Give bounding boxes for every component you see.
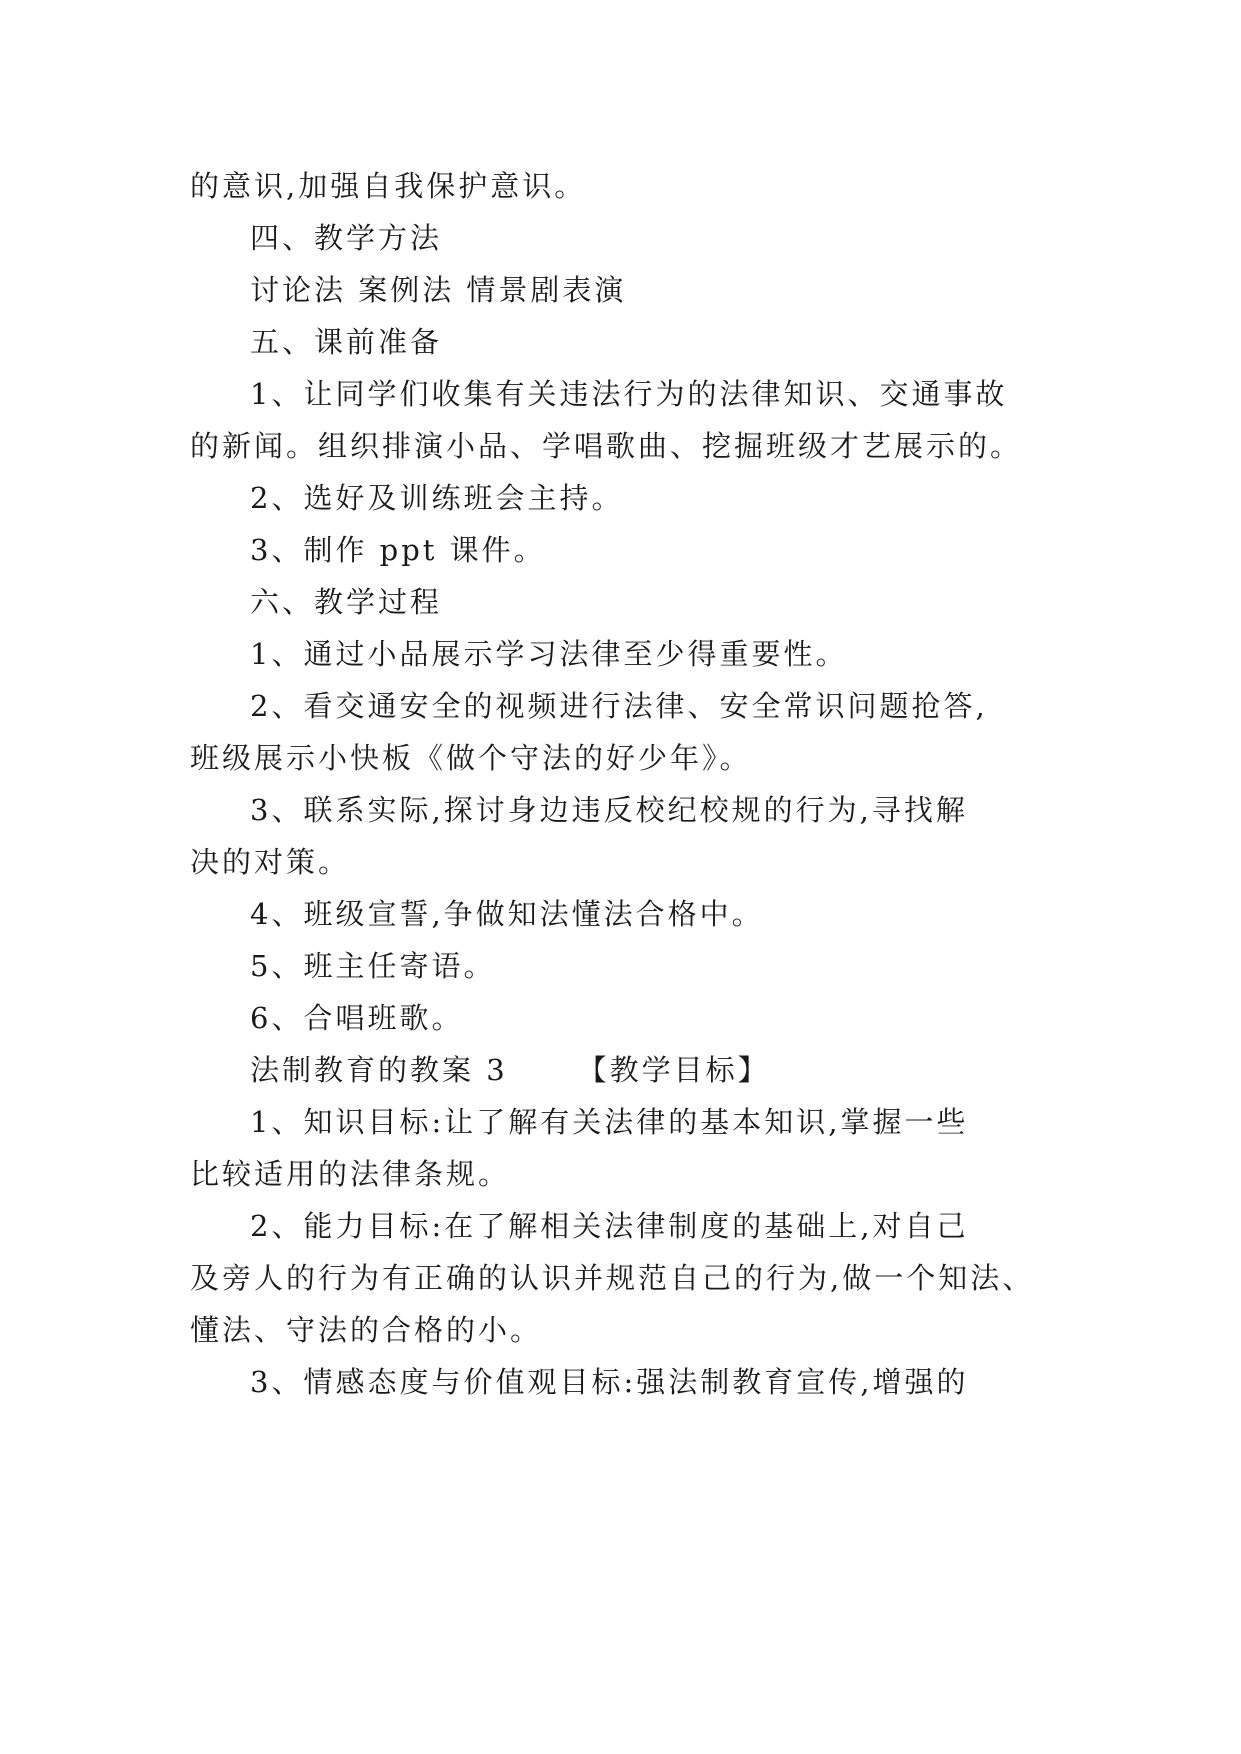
paragraph-line: 比较适用的法律条规。 <box>190 1157 511 1191</box>
paragraph-line: 班级展示小快板《做个守法的好少年》。 <box>190 741 752 775</box>
paragraph-line: 的意识,加强自我保护意识。 <box>190 169 587 203</box>
paragraph-line: 的新闻。组织排演小品、学唱歌曲、挖掘班级才艺展示的。 <box>190 429 1023 463</box>
paragraph-line: 懂法、守法的合格的小。 <box>190 1313 543 1347</box>
section-heading: 四、教学方法 <box>250 221 443 255</box>
paragraph-line: 1、让同学们收集有关违法行为的法律知识、交通事故 <box>250 377 1008 411</box>
paragraph-line: 1、通过小品展示学习法律至少得重要性。 <box>250 637 848 671</box>
section-heading: 五、课前准备 <box>250 325 443 359</box>
paragraph-line: 1、知识目标:让了解有关法律的基本知识,掌握一些 <box>250 1105 969 1139</box>
paragraph-line: 3、情感态度与价值观目标:强法制教育宣传,增强的 <box>250 1365 969 1399</box>
paragraph-line: 2、选好及训练班会主持。 <box>250 481 624 515</box>
paragraph-line: 3、制作 ppt 课件。 <box>250 533 546 567</box>
paragraph-line: 及旁人的行为有正确的认识并规范自己的行为,做一个知法、 <box>190 1261 1035 1295</box>
paragraph-line: 6、合唱班歌。 <box>250 1001 464 1035</box>
paragraph-line: 3、联系实际,探讨身边违反校纪校规的行为,寻找解 <box>250 793 968 827</box>
paragraph-line: 讨论法 案例法 情景剧表演 <box>250 273 627 307</box>
paragraph-line: 4、班级宣誓,争做知法懂法合格中。 <box>250 897 764 931</box>
section-heading: 六、教学过程 <box>250 585 443 619</box>
paragraph-line: 决的对策。 <box>190 845 351 879</box>
paragraph-line: 2、能力目标:在了解相关法律制度的基础上,对自己 <box>250 1209 969 1243</box>
lesson-title-line <box>250 1050 1150 1090</box>
lesson-title: 法制教育的教案 3 <box>250 1053 508 1087</box>
paragraph-line: 2、看交通安全的视频进行法律、安全常识问题抢答, <box>250 689 988 723</box>
teaching-goals-heading: 【教学目标】 <box>577 1053 770 1087</box>
paragraph-line: 5、班主任寄语。 <box>250 949 496 983</box>
